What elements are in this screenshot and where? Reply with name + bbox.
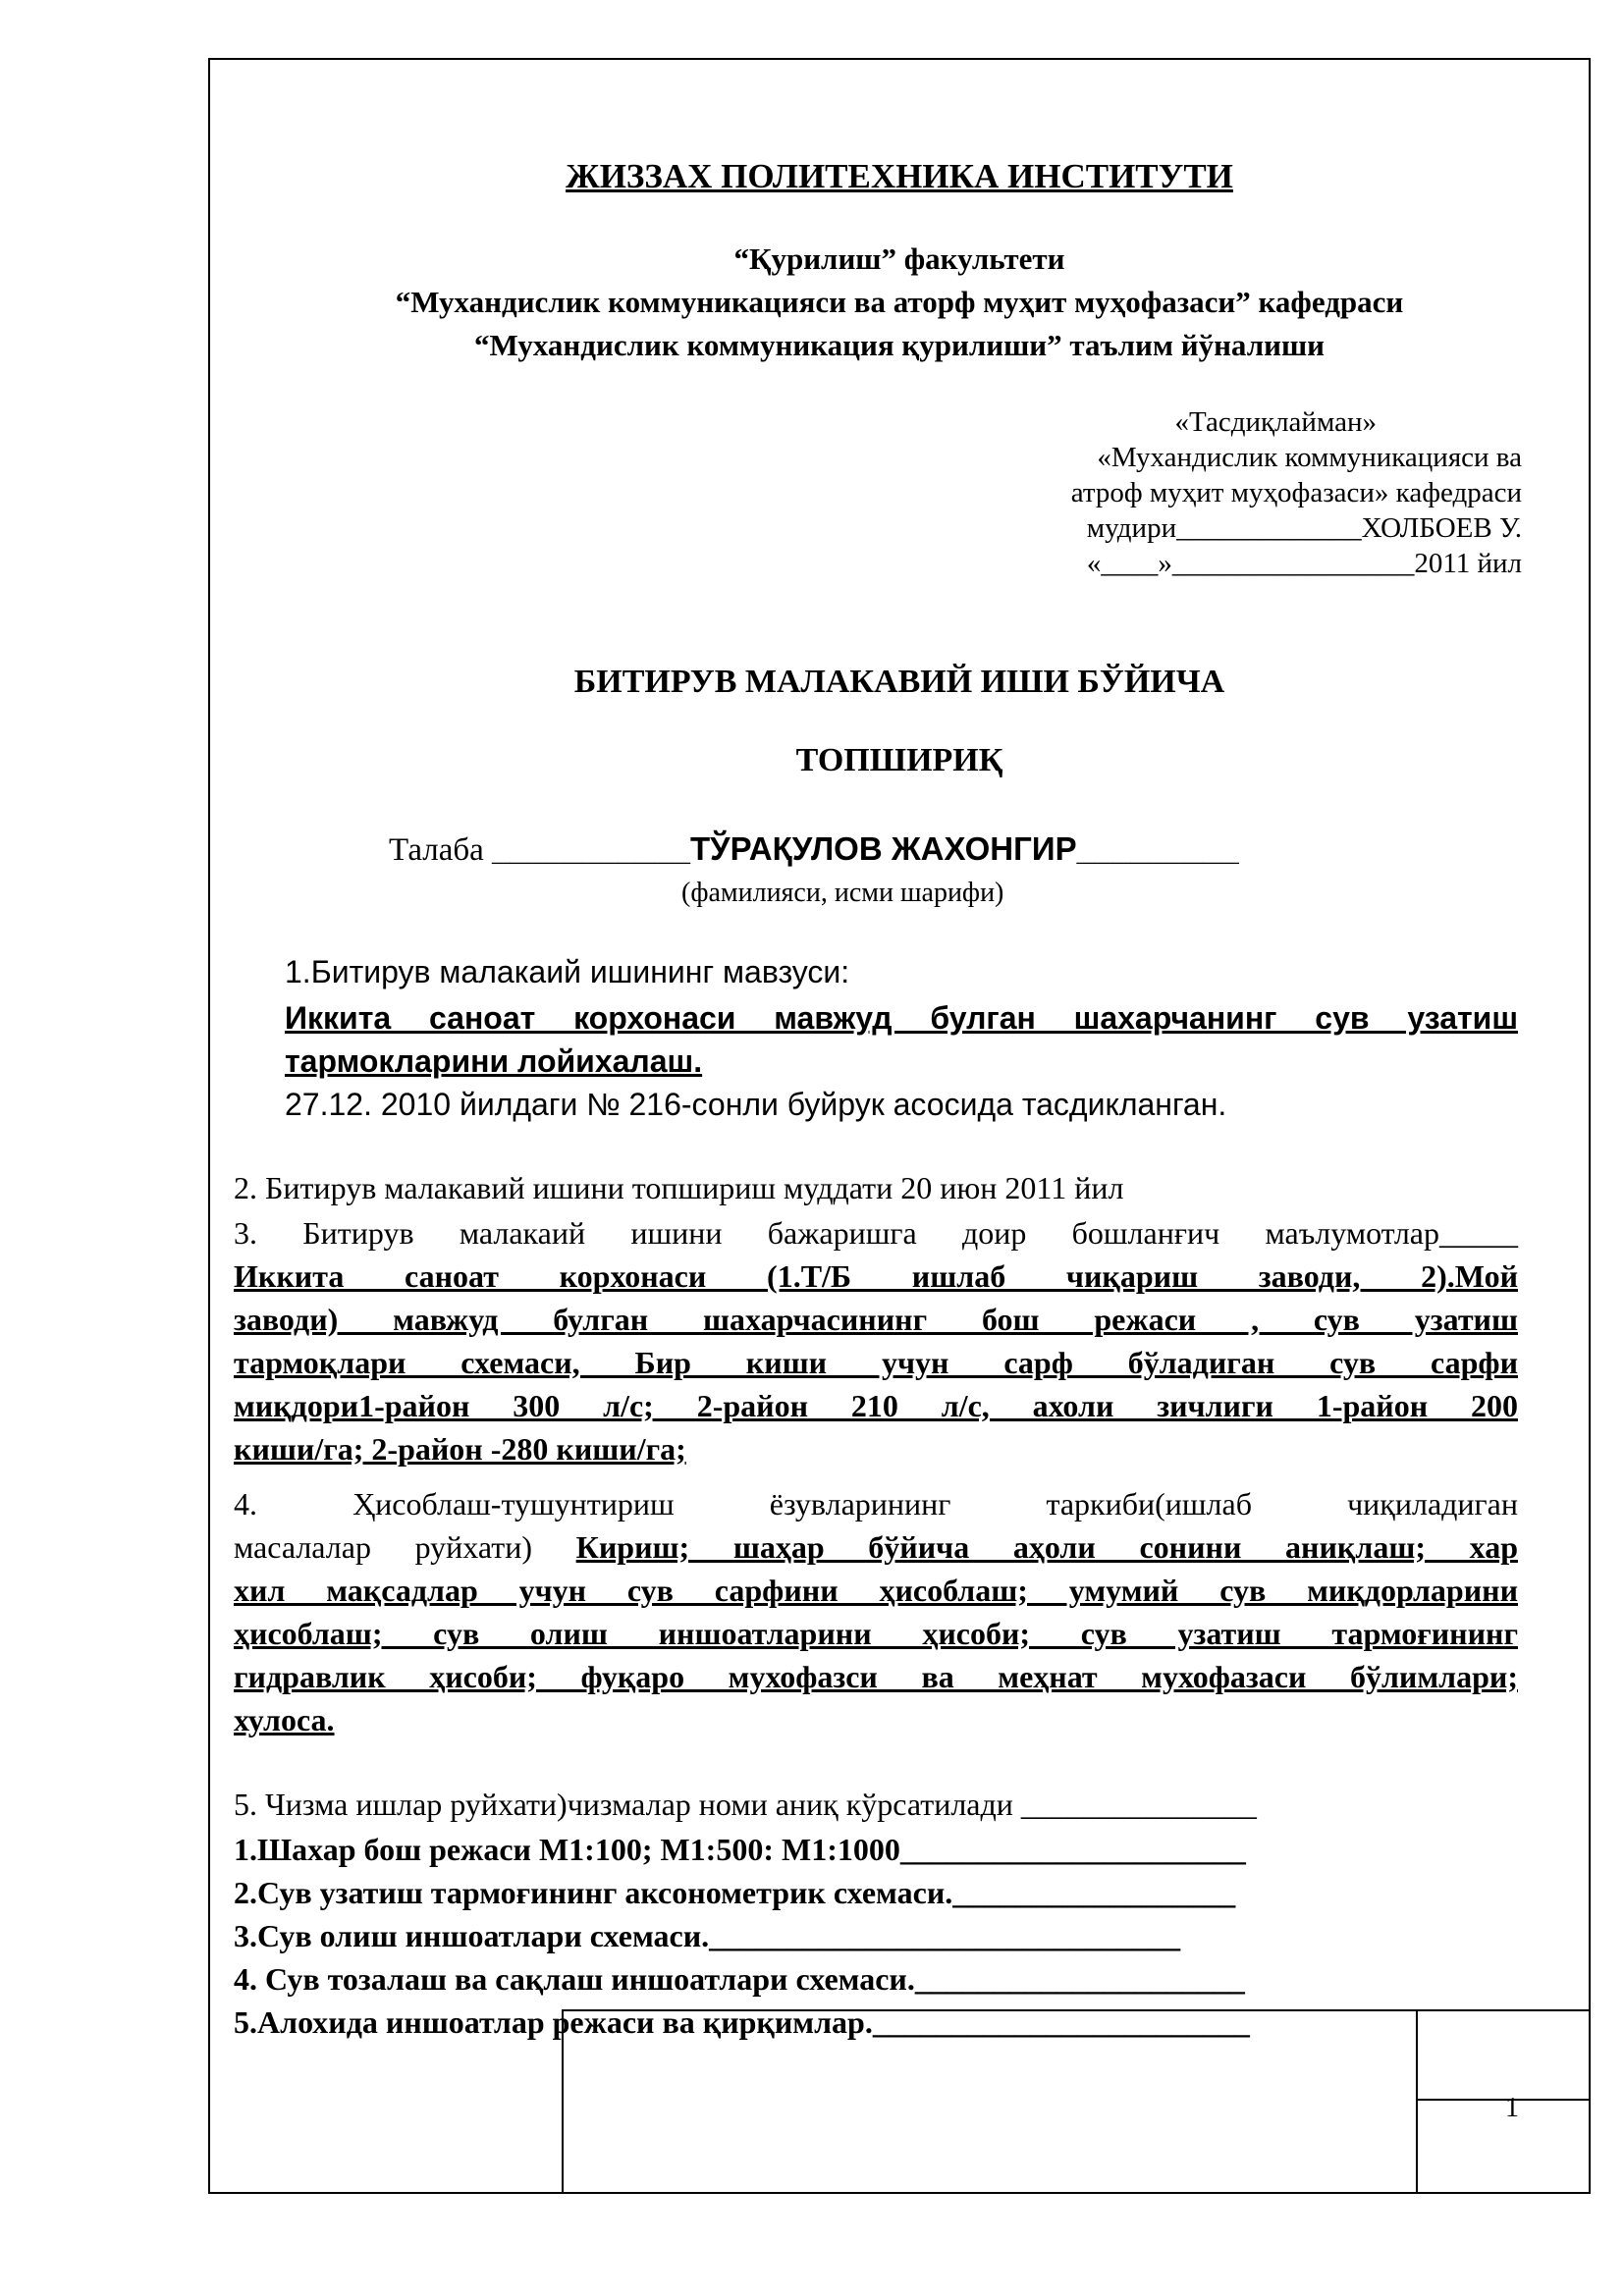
direction-line: “Мухандислик коммуникация қурилиши” таълим йўналиши bbox=[473, 328, 1325, 362]
section-4-line-1: 4. Ҳисоблаш-тушунтириш ёзувларининг таркиби(ишлаб чиқиладиган bbox=[234, 1486, 1518, 1522]
drawing-item: 3.Сув олиш иншоатлари схемаси.______________________________ bbox=[234, 1918, 1181, 1953]
section-3-line-2: заводи) мавжуд булган шахарчасининг бош режаси , сув узатиш bbox=[234, 1302, 1518, 1337]
section-4-line-3: хил мақсадлар учун сув сарфини ҳисоблаш; умумий сув миқдорларини bbox=[234, 1573, 1518, 1608]
drawing-item: 4. Сув тозалаш ва сақлаш иншоатлари схемаси._____________________ bbox=[234, 1961, 1245, 1997]
section-3-line-1: Иккита саноат корхонаси (1.Т/Б ишлаб чиқариш заводи, 2).Мой bbox=[234, 1258, 1518, 1294]
drawing-item: 2.Сув узатиш тармоғининг аксонометрик схемаси.__________________ bbox=[234, 1875, 1236, 1910]
title-block-divider bbox=[1416, 2009, 1418, 2194]
section-3-line-3: тармоқлари схемаси, Бир киши учун сарф бўладиган сув сарфи bbox=[234, 1345, 1518, 1380]
drawing-item: 1.Шахар бош режаси М1:100; М1:500: М1:1000______________________ bbox=[234, 1832, 1246, 1867]
section-4-line-2 bbox=[234, 1525, 1518, 1569]
section-4-line-5: гидравлик ҳисоби; фуқаро мухофазси ва меҳнат мухофазаси бўлимлари; bbox=[234, 1659, 1518, 1694]
page-number: 1 bbox=[1505, 2093, 1519, 2123]
section-5-intro: 5. Чизма ишлар руйхати)чизмалар номи аниқ кўрсатилади _______________ bbox=[234, 1787, 1257, 1822]
approval-date: «____»_________________2011 йил bbox=[1086, 548, 1522, 579]
section-1-topic-line-2: тармокларини лойихалаш. bbox=[285, 1043, 703, 1079]
document-subheading: ТОПШИРИҚ bbox=[795, 742, 1003, 778]
approval-line-1: «Тасдиқлайман» bbox=[1174, 406, 1377, 438]
student-name-hint: (фамилияси, исми шарифи) bbox=[681, 878, 1004, 908]
section-4-line-2-plain: масалалар руйхати) bbox=[234, 1529, 576, 1565]
drawing-item: 5.Алохида иншоатлар режаси ва қирқимлар.________________________ bbox=[234, 2004, 1250, 2040]
student-name: ___________ТЎРАҚУЛОВ ЖАХОНГИР_________ bbox=[492, 830, 1239, 867]
faculty-line: “Қурилиш” факультети bbox=[733, 241, 1065, 276]
section-4-line-4: ҳисоблаш; сув олиш иншоатларини ҳисоби; сув узатиш тармоғининг bbox=[234, 1616, 1518, 1651]
student-label: Талаба bbox=[389, 832, 493, 868]
section-1-order: 27.12. 2010 йилдаги № 216-сонли буйрук асосида тасдикланган. bbox=[285, 1087, 1227, 1122]
section-3-line-5: киши/га; 2-район -280 киши/га; bbox=[234, 1431, 686, 1467]
section-3-line-4: миқдори1-район 300 л/с; 2-район 210 л/с, ахоли зичлиги 1-район 200 bbox=[234, 1388, 1518, 1423]
approval-line-2: «Мухандислик коммуникацияси ва bbox=[1097, 442, 1522, 473]
section-3-intro: 3. Битирув малакаий ишини бажаришга доир бошланғич маълумотлар_____ bbox=[234, 1215, 1518, 1251]
section-2-deadline: 2. Битирув малакавий ишини топшириш муддати 20 июн 2011 йил bbox=[234, 1170, 1124, 1205]
student-line bbox=[389, 830, 1239, 869]
approval-line-3: атроф муҳит муҳофазаси» кафедраси bbox=[1070, 477, 1522, 508]
section-1-topic-line-1: Иккита саноат корхонаси мавжуд булган шахарчанинг сув узатиш bbox=[285, 1000, 1518, 1036]
section-1-label: 1.Битирув малакаий ишининг мавзуси: bbox=[285, 954, 850, 989]
approval-head-signature: мудири_____________ХОЛБОЕВ У. bbox=[1086, 512, 1522, 544]
document-heading: БИТИРУВ МАЛАКАВИЙ ИШИ БЎЙИЧА bbox=[573, 664, 1225, 700]
department-line: “Мухандислик коммуникацияси ва аторф муҳит муҳофазаси” кафедраси bbox=[395, 285, 1404, 319]
section-4-line-6: хулоса. bbox=[234, 1702, 335, 1737]
institute-title: ЖИЗЗАХ ПОЛИТЕХНИКА ИНСТИТУТИ bbox=[566, 157, 1233, 195]
section-4-line-2-bold: Кириш; шаҳар бўйича аҳоли сонини аниқлаш; хар bbox=[575, 1529, 1518, 1565]
